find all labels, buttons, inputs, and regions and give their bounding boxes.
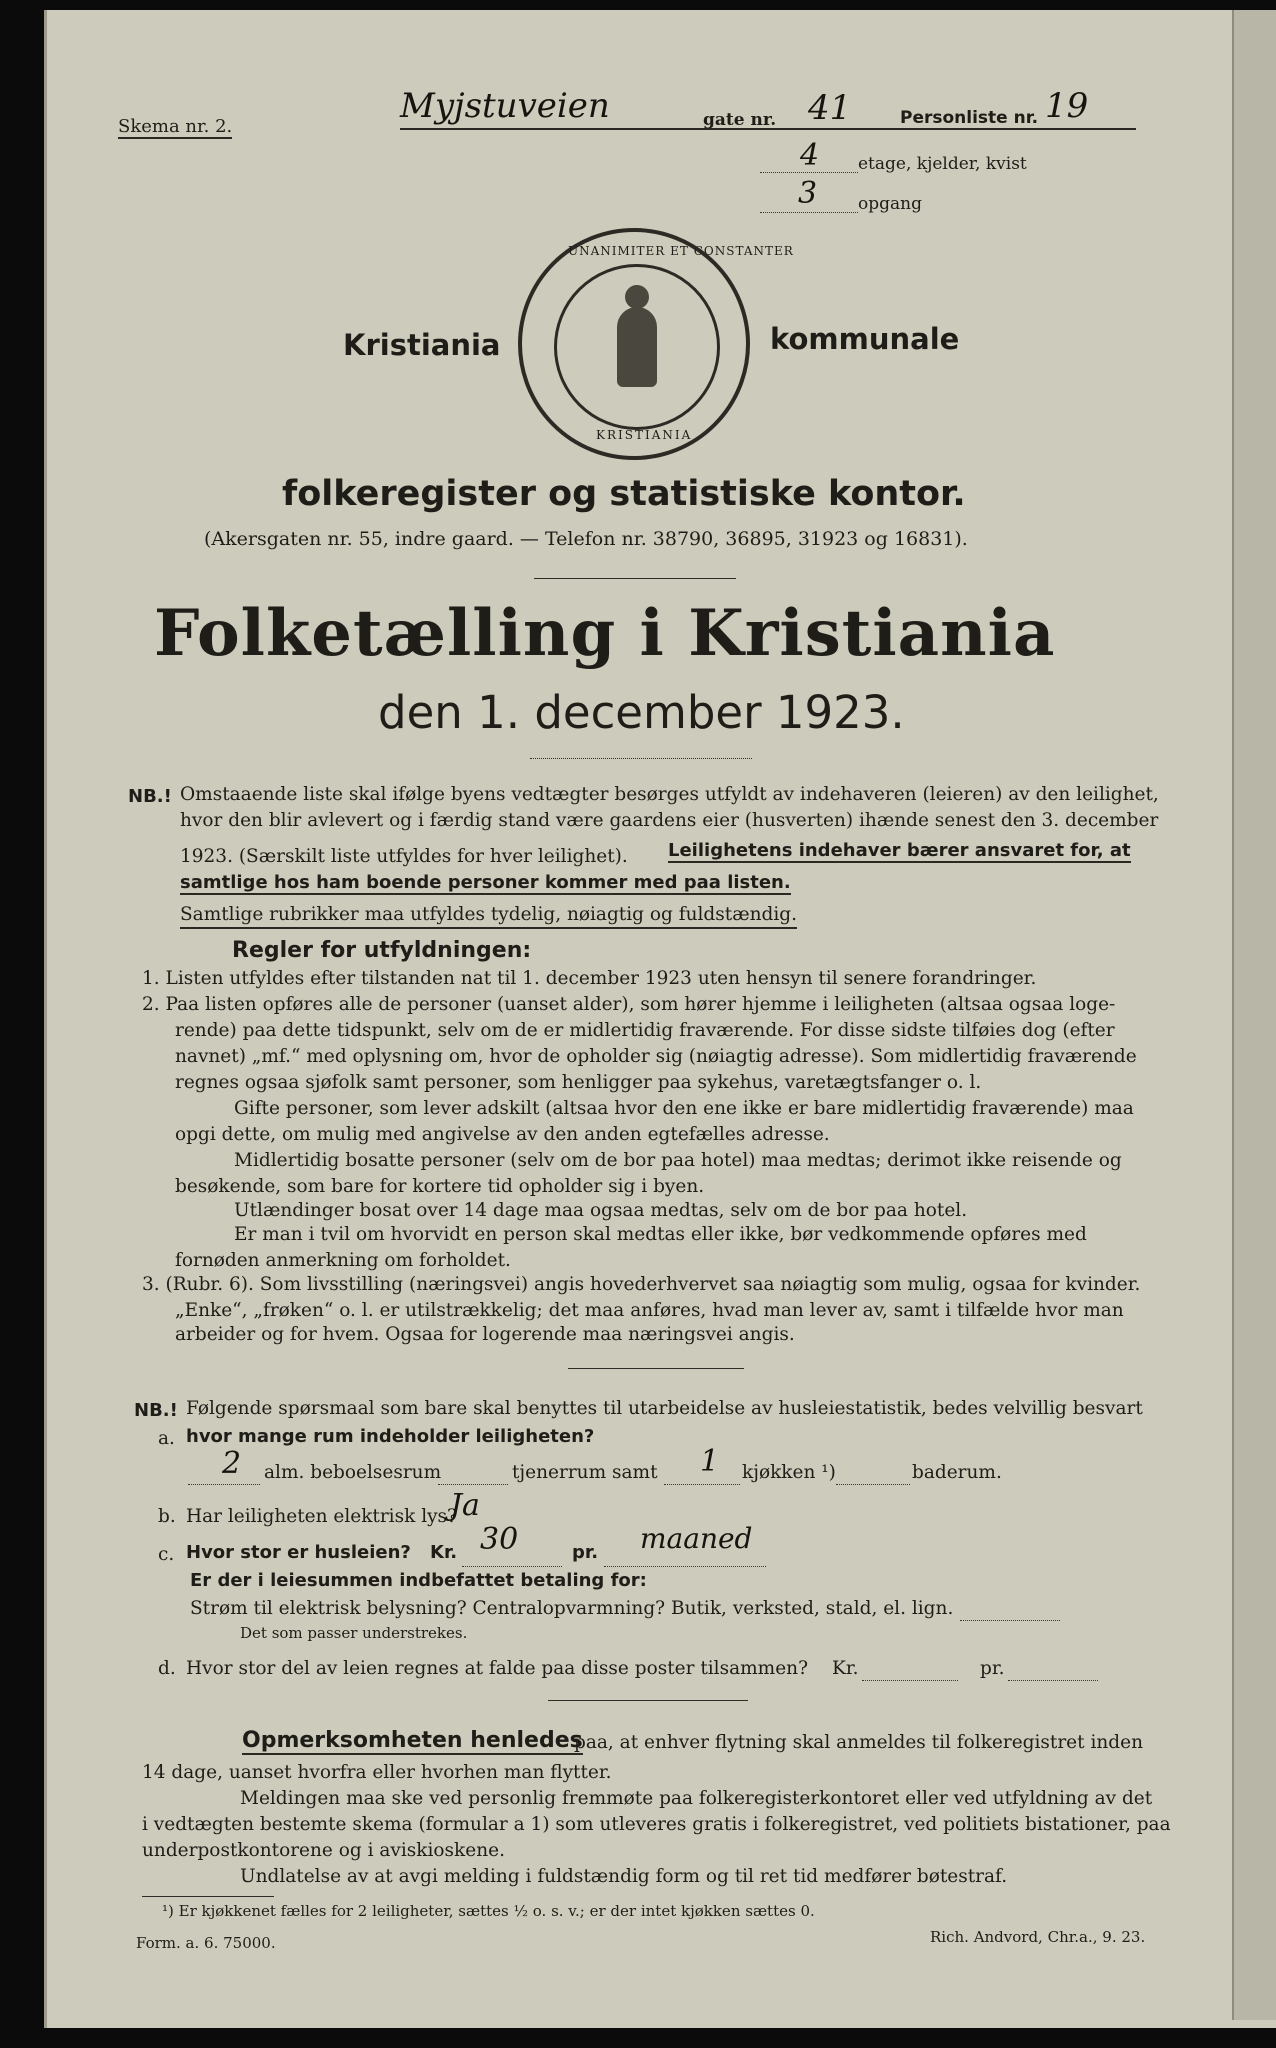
etage-handwritten: 4 xyxy=(800,138,820,173)
d-pr-field xyxy=(1008,1660,1098,1681)
rule-line: Midlertidig bosatte personer (selv om de bor paa hotel) maa medtas; derimot ikke reisende og xyxy=(234,1150,1122,1171)
notice-line-4: i vedtægten bestemte skema (formular a 1) som utleveres gratis i folkeregistret, ved politiets bistationer, paa xyxy=(142,1814,1171,1835)
rule-line: Utlændinger bosat over 14 dage maa ogsaa medtas, selv om de bor paa hotel. xyxy=(234,1200,968,1221)
nb1-line-5: Samtlige rubrikker maa utfyldes tydelig, nøiagtig og fuldstændig. xyxy=(180,902,797,929)
seal-text-bottom: KRISTIANIA xyxy=(596,428,693,442)
d-pr-label: pr. xyxy=(980,1658,1005,1679)
question-a-label: a. xyxy=(158,1428,175,1449)
paper-edge xyxy=(1232,10,1276,2020)
rules-heading: Regler for utfyldningen: xyxy=(232,938,532,963)
office-right-word: kommunale xyxy=(770,322,960,356)
notice-line-6: Undlatelse av at avgi melding i fuldstændig form og til ret tid medfører bøtestraf. xyxy=(240,1866,1008,1887)
rent-handwritten: 30 xyxy=(480,1522,519,1557)
included-items: Strøm til elektrisk belysning? Centralopvarmning? Butik, verksted, stald, el. lign. xyxy=(190,1598,954,1619)
rule-line: navnet) „mf.“ med oplysning om, hvor de opholder sig (nøiagtig adresse). Som midlertidig fraværende xyxy=(175,1046,1137,1067)
personliste-number-handwritten: 19 xyxy=(1045,86,1089,126)
city-seal xyxy=(518,228,794,460)
sub-title: den 1. december 1923. xyxy=(378,686,905,739)
rooms-label: alm. beboelsesrum xyxy=(264,1462,442,1483)
nb2-label: NB.! xyxy=(134,1400,178,1421)
question-d: Hvor stor del av leien regnes at falde paa disse poster tilsammen? xyxy=(186,1658,808,1679)
gate-number-handwritten: 41 xyxy=(808,88,852,128)
kitchen-label: kjøkken ¹) xyxy=(742,1462,836,1483)
form-number: Form. a. 6. 75000. xyxy=(136,1934,276,1952)
rule-line: 2. Paa listen opføres alle de personer (uanset alder), som hører hjemme i leiligheten (altsaa ogsaa loge- xyxy=(142,994,1116,1015)
pr-label: pr. xyxy=(572,1542,599,1563)
nb1-line-1: Omstaaende liste skal ifølge byens vedtægter besørges utfyldt av indehaveren (leieren) av den leilighet, xyxy=(180,784,1159,805)
electric-light-answer: Ja xyxy=(450,1488,480,1523)
rule-line: rende) paa dette tidspunkt, selv om de er midlertidig fraværende. For disse sidste tilføies dog (efter xyxy=(175,1020,1115,1041)
bath-label: baderum. xyxy=(912,1462,1002,1483)
question-b: Har leiligheten elektrisk lys? xyxy=(186,1506,457,1527)
question-a: hvor mange rum indeholder leiligheten? xyxy=(186,1426,595,1447)
notice-line-2: 14 dage, uanset hvorfra eller hvorhen man flytter. xyxy=(142,1762,612,1783)
opgang-label: opgang xyxy=(858,194,922,214)
rooms-handwritten: 2 xyxy=(222,1446,242,1481)
nb2-intro: Følgende spørsmaal som bare skal benyttes til utarbeidelse av husleiestatistik, bedes velvillig besvart xyxy=(186,1398,1143,1419)
nb1-line-2: hvor den blir avlevert og i færdig stand være gaardens eier (husverten) ihænde senest den 3. december xyxy=(180,810,1159,831)
seal-figure xyxy=(617,307,657,387)
footnote: ¹) Er kjøkkenet fælles for 2 leiligheter, sættes ½ o. s. v.; er der intet kjøkken sættes 0. xyxy=(162,1902,815,1920)
rule-line: fornøden anmerkning om forholdet. xyxy=(175,1250,511,1271)
seal-inner-ring xyxy=(554,264,720,430)
underline-note: Det som passer understrekes. xyxy=(240,1624,468,1642)
question-d-label: d. xyxy=(158,1658,176,1679)
divider-3 xyxy=(568,1368,744,1369)
kr-label: Kr. xyxy=(430,1542,458,1563)
nb1-responsibility: Leilighetens indehaver bærer ansvaret for, at xyxy=(668,840,1131,861)
servant-field xyxy=(438,1462,508,1485)
nb1-line-3a: 1923. (Særskilt liste utfyldes for hver leilighet). xyxy=(180,846,628,867)
footnote-rule xyxy=(142,1896,274,1897)
rule-line: Gifte personer, som lever adskilt (altsaa hvor den ene ikke er bare midlertidig fraværende) maa xyxy=(234,1098,1134,1119)
etage-label: etage, kjelder, kvist xyxy=(858,154,1027,174)
gate-label: gate nr. xyxy=(703,110,777,130)
rule-line: arbeider og for hvem. Ogsaa for logerende maa næringsvei angis. xyxy=(175,1324,795,1345)
seal-figure-head xyxy=(625,285,649,309)
included-field xyxy=(960,1600,1060,1621)
office-address: (Akersgaten nr. 55, indre gaard. — Telefon nr. 38790, 36895, 31923 og 16831). xyxy=(204,528,968,550)
rule-line: opgi dette, om mulig med angivelse av den anden egtefælles adresse. xyxy=(175,1124,830,1145)
rule-line: 1. Listen utfyldes efter tilstanden nat til 1. december 1923 uten hensyn til senere forandringer. xyxy=(142,968,1037,989)
divider-2 xyxy=(530,758,752,759)
notice-line-1: paa, at enhver flytning skal anmeldes til folkeregistret inden xyxy=(574,1732,1143,1753)
nb1-line-4: samtlige hos ham boende personer kommer med paa listen. xyxy=(180,872,791,893)
question-c-label: c. xyxy=(158,1544,175,1565)
printer-credit: Rich. Andvord, Chr.a., 9. 23. xyxy=(930,1928,1146,1946)
notice-line-5: underpostkontorene og i aviskioskene. xyxy=(142,1840,505,1861)
rule-line: „Enke“, „frøken“ o. l. er utilstrækkelig; det maa anføres, hvad man lever av, samt i tilfælde hvor man xyxy=(175,1300,1124,1321)
rule-line: regnes ogsaa sjøfolk samt personer, som henligger paa sykehus, varetægtsfanger o. l. xyxy=(175,1072,982,1093)
d-kr-field xyxy=(862,1660,958,1681)
question-b-label: b. xyxy=(158,1506,176,1527)
question-c: Hvor stor er husleien? xyxy=(186,1542,411,1563)
period-handwritten: maaned xyxy=(640,1522,753,1555)
main-title: Folketælling i Kristiania xyxy=(154,596,1056,671)
included-heading: Er der i leiesummen indbefattet betaling for: xyxy=(190,1570,647,1591)
personliste-label: Personliste nr. xyxy=(900,108,1039,128)
notice-line-3: Meldingen maa ske ved personlig fremmøte paa folkeregisterkontoret eller ved utfyldning av det xyxy=(240,1788,1153,1809)
office-name: folkeregister og statistiske kontor. xyxy=(282,474,966,514)
street-name-handwritten: Myjstuveien xyxy=(400,86,610,126)
office-left-word: Kristiania xyxy=(343,328,501,362)
rule-line: Er man i tvil om hvorvidt en person skal medtas eller ikke, bør vedkommende opføres med xyxy=(234,1224,1087,1245)
rule-line: besøkende, som bare for kortere tid opholder sig i byen. xyxy=(175,1176,705,1197)
seal-text-top: UNANIMITER ET CONSTANTER xyxy=(568,244,794,258)
servant-label: tjenerrum samt xyxy=(512,1462,658,1483)
bath-field xyxy=(836,1462,910,1485)
schema-number: Skema nr. 2. xyxy=(118,116,233,137)
notice-heading: Opmerksomheten henledes xyxy=(242,1728,583,1753)
divider-1 xyxy=(534,578,736,579)
d-kr-label: Kr. xyxy=(832,1658,859,1679)
nb1-label: NB.! xyxy=(128,786,172,807)
rule-line: 3. (Rubr. 6). Som livsstilling (næringsvei) angis hovederhvervet saa nøiagtig som mulig, ogsaa for kvinder. xyxy=(142,1274,1141,1295)
kitchen-handwritten: 1 xyxy=(700,1444,720,1479)
opgang-handwritten: 3 xyxy=(798,176,818,211)
divider-4 xyxy=(548,1700,748,1701)
